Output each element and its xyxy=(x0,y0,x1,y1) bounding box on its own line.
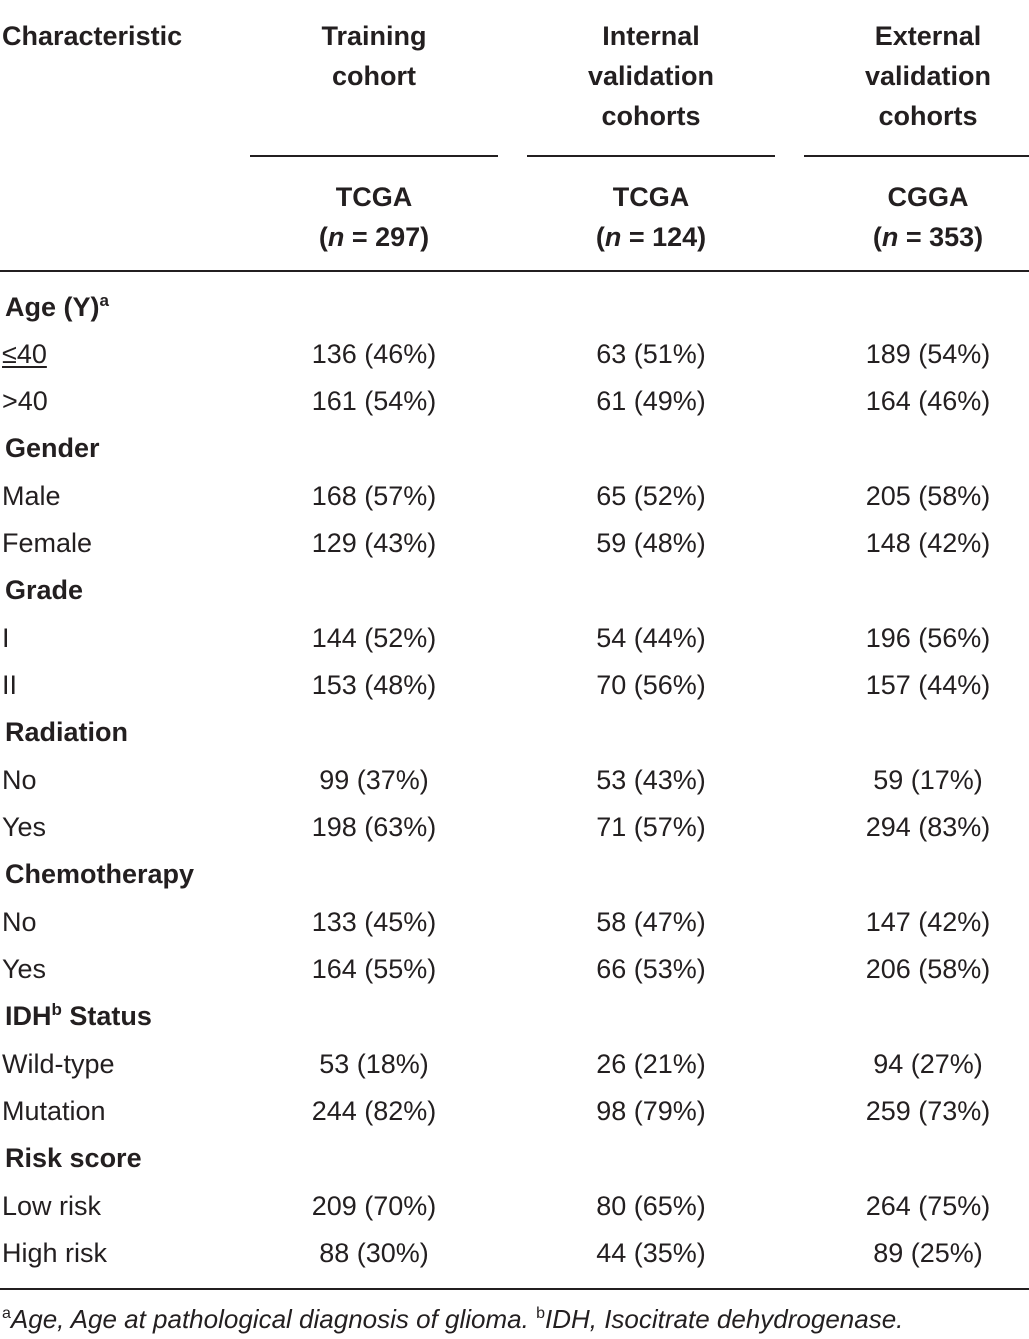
section-age: Age $(Y)^a$ xyxy=(5,291,109,322)
header-group-rule-3 xyxy=(804,155,1029,157)
header-group-rule-1 xyxy=(250,155,498,157)
header-characteristic: Characteristic xyxy=(2,21,183,51)
table-row: Wild-type 53 (18%) 26 (21%) 94 (27%) xyxy=(2,1049,983,1079)
header-source-1: TCGA (n = 297) xyxy=(318,182,430,252)
table-row: Male 168 (57%) 65 (52%) 205 (58%) xyxy=(2,481,991,511)
table-row: Female 129 (43%) 59 (48%) 148 (42%) xyxy=(2,528,991,558)
table-row: Yes 198 (63%) 71 (57%) 294 (83%) xyxy=(2,812,991,842)
header-source-3: CGGA (n = 353) xyxy=(872,182,984,252)
table-row: High risk 88 (30%) 44 (35%) 89 (25%) xyxy=(2,1238,983,1268)
table-row: Low risk 209 (70%) 80 (65%) 264 (75%) xyxy=(2,1191,991,1221)
table-row: Yes 164 (55%) 66 (53%) 206 (58%) xyxy=(2,954,991,984)
header-group-rule-2 xyxy=(527,155,775,157)
header-internal-validation: Internal validation cohorts xyxy=(587,21,715,131)
header-source-2: TCGA (n = 124) xyxy=(595,182,707,252)
section-gender: Gender xyxy=(5,433,100,463)
section-grade: Grade xyxy=(5,575,84,605)
table-row: >40 161 (54%) 61 (49%) 164 (46%) xyxy=(2,386,991,416)
table-row: II 153 (48%) 70 (56%) 157 (44%) xyxy=(2,670,991,700)
header-bottom-rule xyxy=(0,270,1029,272)
table-row: ≤40 136 (46%) 63 (51%) 189 (54%) xyxy=(2,339,991,369)
section-risk-score: Risk score xyxy=(5,1143,142,1173)
table-row: I 144 (52%) 54 (44%) 196 (56%) xyxy=(2,623,991,653)
section-radiation: Radiation xyxy=(5,717,129,747)
section-idh-status: IDH$^b$ Status xyxy=(5,1000,152,1031)
header-training-cohort: Training cohort xyxy=(321,21,427,91)
table-row: No 99 (37%) 53 (43%) 59 (17%) xyxy=(2,765,983,795)
table-row: No 133 (45%) 58 (47%) 147 (42%) xyxy=(2,907,991,937)
section-chemotherapy: Chemotherapy xyxy=(5,859,195,889)
table-row: Mutation 244 (82%) 98 (79%) 259 (73%) xyxy=(2,1096,991,1126)
table-footnote: $^a$Age, Age at pathological diagnosis of glioma. $^b$IDH, Isocitrate dehydrogenase. xyxy=(2,1304,904,1334)
table-bottom-rule xyxy=(0,1288,1029,1290)
header-external-validation: External validation cohorts xyxy=(864,21,992,131)
